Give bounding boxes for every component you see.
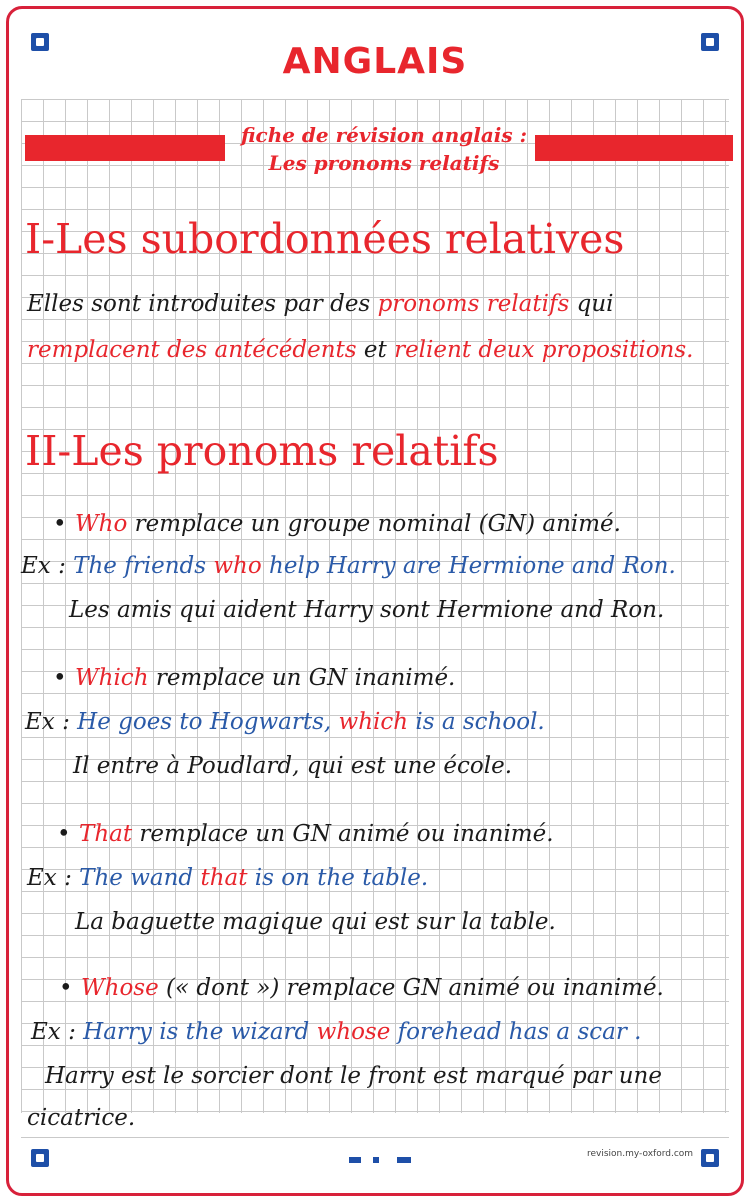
example-that [27,865,428,891]
section1-line2 [27,337,693,363]
rule-that [79,821,554,847]
example-whose-label: Ex : [31,1019,84,1045]
example-whose-b: whose [316,1019,391,1045]
rule-who-text: remplace un groupe nominal (GN) animé. [127,511,621,537]
subtitle-line-2: Les pronoms relatifs [268,151,500,175]
example-who-b: who [213,553,262,579]
subtitle-line-1: fiche de révision anglais : [240,123,528,147]
section1-line1 [27,291,614,317]
rule-whose [81,975,664,1001]
pronoun-whose: Whose [81,975,159,1001]
section1-line2-b: et [356,337,395,363]
rule-whose-text: (« dont ») remplace GN animé ou inanimé. [158,975,664,1001]
page-title: ANGLAIS [282,41,468,82]
footer-mark-2 [373,1157,379,1163]
rule-which-text: remplace un GN inanimé. [148,665,456,691]
footer-mark-1 [349,1157,361,1163]
pronoun-who: Who [75,511,128,537]
section2-heading: II-Les pronoms relatifs [25,427,499,475]
example-who-a: The friends [73,553,214,579]
rule-which [75,665,455,691]
pronoun-which: Which [75,665,149,691]
footer-site: revision.my-oxford.com [587,1149,694,1159]
example-which-label: Ex : [25,709,78,735]
section1-line1-c: qui [569,291,614,317]
example-who-c: help Harry are Hermione and Ron. [261,553,676,579]
corner-bottom-right-icon [701,1149,719,1167]
pronoun-that: That [79,821,133,847]
revision-card [6,6,744,1196]
example-who [21,553,676,579]
translation-that: La baguette magique qui est sur la table. [75,909,556,935]
section1-line1-b: pronoms relatifs [377,291,570,317]
section1-heading: I-Les subordonnées relatives [25,215,625,263]
translation-which: Il entre à Poudlard, qui est une école. [73,753,513,779]
example-whose-c: forehead has a scar . [390,1019,642,1045]
example-whose [31,1019,641,1045]
example-who-label: Ex : [21,553,74,579]
section1-line1-a: Elles sont introduites par des [27,291,378,317]
example-which-b: which [338,709,409,735]
footer-divider [21,1137,729,1138]
section1-line2-a: remplacent des antécédents [27,337,357,363]
section1-line2-c: relient deux propositions. [394,337,694,363]
rule-who [75,511,621,537]
rule-that-text: remplace un GN animé ou inanimé. [132,821,554,847]
title-band-right [535,135,733,161]
example-that-label: Ex : [27,865,80,891]
footer-mark-3 [397,1157,411,1163]
example-that-b: that [200,865,248,891]
corner-bottom-left-icon [31,1149,49,1167]
subtitle [224,121,544,177]
example-whose-a: Harry is the wizard [83,1019,317,1045]
translation-whose: Harry est le sorcier dont le front est marqué par une [45,1063,662,1089]
translation-who: Les amis qui aident Harry sont Hermione and Ron. [69,597,665,623]
title-band-left [25,135,225,161]
translation-whose-2: cicatrice. [27,1105,136,1131]
example-which [25,709,545,735]
example-that-a: The wand [79,865,201,891]
example-that-c: is on the table. [247,865,429,891]
example-which-a: He goes to Hogwarts, [77,709,339,735]
example-which-c: is a school. [408,709,545,735]
